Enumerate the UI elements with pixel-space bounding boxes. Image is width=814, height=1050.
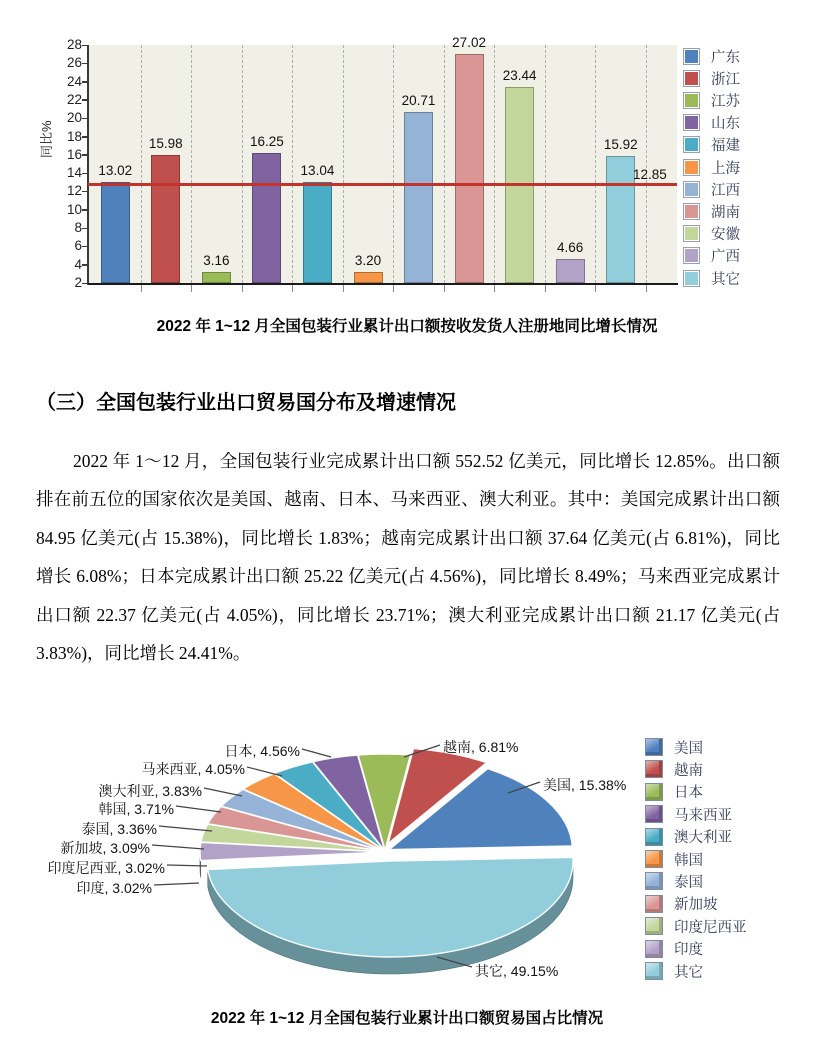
grid-line xyxy=(646,45,647,283)
legend-item xyxy=(645,916,747,936)
legend-swatch xyxy=(645,783,663,801)
legend-swatch xyxy=(683,203,700,220)
reference-line-label: 12.85 xyxy=(633,166,667,182)
pie-leader-line xyxy=(204,788,242,796)
x-tick-mark xyxy=(393,285,394,292)
y-tick-label: 14 xyxy=(66,165,82,181)
legend-item xyxy=(683,68,740,88)
y-tick-label: 26 xyxy=(66,55,82,71)
legend-swatch xyxy=(645,962,663,980)
y-tick-mark xyxy=(82,81,87,83)
legend-item xyxy=(683,179,740,199)
legend-item xyxy=(645,849,703,869)
bar xyxy=(151,155,180,283)
legend-swatch xyxy=(645,895,663,913)
legend-label: 其它 xyxy=(711,271,740,288)
bar-value-label: 27.02 xyxy=(452,34,486,50)
legend-item xyxy=(645,782,703,802)
pie-callout: 印度, 3.02% xyxy=(76,880,152,896)
legend-label: 韩国 xyxy=(674,852,703,869)
legend-swatch xyxy=(645,828,663,846)
pie-leader-line xyxy=(152,845,204,849)
legend-label: 山东 xyxy=(711,116,740,133)
y-tick-mark xyxy=(82,154,87,156)
bar-value-label: 23.44 xyxy=(502,67,537,83)
legend-item xyxy=(645,737,703,757)
y-tick-mark xyxy=(82,283,87,285)
legend-item xyxy=(683,113,740,133)
legend-item xyxy=(683,246,740,266)
legend-item xyxy=(645,804,732,824)
legend-label: 湖南 xyxy=(711,204,740,221)
bar xyxy=(202,272,231,283)
bar-value-label: 15.92 xyxy=(603,136,638,152)
x-tick-mark xyxy=(545,285,546,292)
legend-label: 广西 xyxy=(711,249,740,266)
legend-swatch xyxy=(645,917,663,935)
bar-value-label: 15.98 xyxy=(148,136,183,152)
x-tick-mark xyxy=(242,285,243,292)
bar-value-label: 4.66 xyxy=(557,239,584,255)
pie-callout: 美国, 15.38% xyxy=(543,777,627,793)
section-heading: （三）全国包装行业出口贸易国分布及增速情况 xyxy=(36,392,456,414)
grid-line xyxy=(393,45,394,283)
legend-swatch xyxy=(683,225,700,242)
pie-leader-line xyxy=(247,767,282,776)
x-tick-mark xyxy=(444,285,445,292)
pie-leader-line xyxy=(159,826,212,831)
pie-callout: 日本, 4.56% xyxy=(224,743,300,759)
bar-chart-caption: 2022 年 1~12 月全国包装行业累计出口额按收发货人注册地同比增长情况 xyxy=(156,318,658,335)
pie-chart-caption: 2022 年 1~12 月全国包装行业累计出口额贸易国占比情况 xyxy=(210,1010,604,1027)
bar xyxy=(556,259,585,283)
bar-chart xyxy=(0,0,814,310)
legend-item xyxy=(683,46,740,66)
y-tick-label: 6 xyxy=(74,238,82,254)
legend-item xyxy=(645,961,703,981)
legend-swatch xyxy=(683,70,700,87)
x-tick-mark xyxy=(141,285,142,292)
legend-item xyxy=(645,827,732,847)
bar-value-label: 20.71 xyxy=(401,92,436,108)
legend-label: 印度尼西亚 xyxy=(674,919,747,936)
grid-line xyxy=(242,45,243,283)
legend-swatch xyxy=(683,270,700,287)
x-tick-mark xyxy=(292,285,293,292)
legend-swatch xyxy=(683,247,700,264)
legend-item xyxy=(683,224,740,244)
legend-label: 美国 xyxy=(674,740,703,757)
bar xyxy=(252,153,281,283)
legend-label: 印度 xyxy=(674,942,703,959)
bar xyxy=(303,182,332,283)
legend-label: 广东 xyxy=(711,49,740,66)
legend-label: 澳大利亚 xyxy=(674,830,732,847)
y-tick-mark xyxy=(82,99,87,101)
legend-item xyxy=(645,871,703,891)
legend-label: 安徽 xyxy=(711,227,740,244)
pie-callout: 澳大利亚, 3.83% xyxy=(98,783,202,799)
y-tick-mark xyxy=(82,45,87,47)
pie-leader-line xyxy=(302,749,331,757)
legend-label: 其它 xyxy=(674,964,703,981)
bar xyxy=(101,182,130,283)
y-tick-label: 16 xyxy=(66,146,82,162)
legend-swatch xyxy=(645,940,663,958)
y-tick-mark xyxy=(82,246,87,248)
y-tick-label: 18 xyxy=(66,128,82,144)
pie-callout: 新加坡, 3.09% xyxy=(60,840,150,856)
legend-swatch xyxy=(683,92,700,109)
bar-value-label: 3.20 xyxy=(354,253,382,268)
pie-callout: 其它, 49.15% xyxy=(475,963,559,979)
legend-label: 江西 xyxy=(711,182,740,199)
y-tick-label: 12 xyxy=(66,183,82,199)
y-tick-label: 22 xyxy=(66,91,82,107)
y-tick-mark xyxy=(82,63,87,65)
x-tick-mark xyxy=(191,285,192,292)
body-paragraph: 2022 年 1～12 月，全国包装行业完成累计出口额 552.52 亿美元，同比增长 12.85%。出口额排在前五位的国家依次是美国、越南、日本、马来西亚、澳大利亚。其中：美国完成累计出口额 84.95 亿美元(占 15.38%)，同比增长 1.83%；越南完成累计出口额 37.64 亿美元(占 6.81%)，同比增长 6.08%；日本完成累计出口额 25.22 亿美元(占 4.56%)，同比增长 8.49%；马来西亚完成累计出口额 22.37 亿美元(占 4.05%)，同比增长 23.71%；澳大利亚完成累计出口额 21.17 亿美元(占 3.83%)，同比增长 24.41%。 xyxy=(36,450,780,663)
bar xyxy=(455,54,484,283)
bar-value-label: 16.25 xyxy=(250,133,284,149)
bar xyxy=(404,112,433,283)
legend-swatch xyxy=(683,181,700,198)
pie-callout: 越南, 6.81% xyxy=(443,739,519,755)
y-tick-label: 20 xyxy=(66,110,82,126)
legend-item xyxy=(683,90,740,110)
x-tick-mark xyxy=(343,285,344,292)
pie-callout: 印度尼西亚, 3.02% xyxy=(47,860,165,876)
legend-swatch xyxy=(683,48,700,65)
pie-callout: 泰国, 3.36% xyxy=(81,821,157,837)
y-tick-label: 28 xyxy=(66,37,82,52)
bar-chart-y-axis-title: 同比% xyxy=(39,120,54,158)
x-tick-mark xyxy=(646,285,647,292)
x-tick-mark xyxy=(494,285,495,292)
y-tick-label: 2 xyxy=(74,275,82,290)
x-tick-mark xyxy=(595,285,596,292)
legend-label: 泰国 xyxy=(674,874,703,891)
legend-swatch xyxy=(645,805,663,823)
pie-leader-line xyxy=(154,883,199,885)
bar-value-label: 3.16 xyxy=(203,253,230,269)
y-tick-label: 4 xyxy=(74,256,82,272)
legend-label: 江苏 xyxy=(711,93,740,110)
legend-item xyxy=(683,201,740,221)
legend-swatch xyxy=(645,872,663,890)
legend-label: 新加坡 xyxy=(674,897,718,914)
bar-chart-x-axis xyxy=(88,283,678,285)
y-tick-mark xyxy=(82,136,87,138)
legend-swatch xyxy=(645,738,663,756)
legend-item xyxy=(683,268,740,288)
pie-callout: 韩国, 3.71% xyxy=(98,801,174,817)
bar xyxy=(354,272,383,283)
legend-label: 浙江 xyxy=(711,71,740,88)
legend-label: 日本 xyxy=(674,785,703,802)
grid-line xyxy=(444,45,445,283)
legend-label: 上海 xyxy=(711,160,740,177)
pie-callout: 马来西亚, 4.05% xyxy=(141,761,245,777)
bar xyxy=(606,156,635,283)
legend-label: 越南 xyxy=(674,762,703,779)
bar-value-label: 13.02 xyxy=(98,163,133,179)
legend-item xyxy=(645,759,703,779)
y-tick-mark xyxy=(82,209,87,211)
legend-item xyxy=(683,135,740,155)
grid-line xyxy=(191,45,192,283)
y-tick-mark xyxy=(82,228,87,230)
legend-label: 马来西亚 xyxy=(674,807,732,824)
pie-leader-line xyxy=(176,806,221,812)
y-tick-label: 10 xyxy=(66,201,82,217)
legend-swatch xyxy=(683,136,700,153)
y-tick-mark xyxy=(82,118,87,120)
y-tick-mark xyxy=(82,191,87,193)
legend-item xyxy=(645,894,718,914)
y-tick-mark xyxy=(82,264,87,266)
legend-label: 福建 xyxy=(711,138,740,155)
legend-item xyxy=(645,939,703,959)
y-tick-label: 24 xyxy=(66,73,82,89)
legend-item xyxy=(683,157,740,177)
legend-swatch xyxy=(645,760,663,778)
bar-value-label: 13.04 xyxy=(300,162,335,178)
legend-swatch xyxy=(683,114,700,131)
y-tick-label: 8 xyxy=(74,220,82,236)
reference-line xyxy=(88,183,677,186)
legend-swatch xyxy=(683,159,700,176)
legend-swatch xyxy=(645,850,663,868)
